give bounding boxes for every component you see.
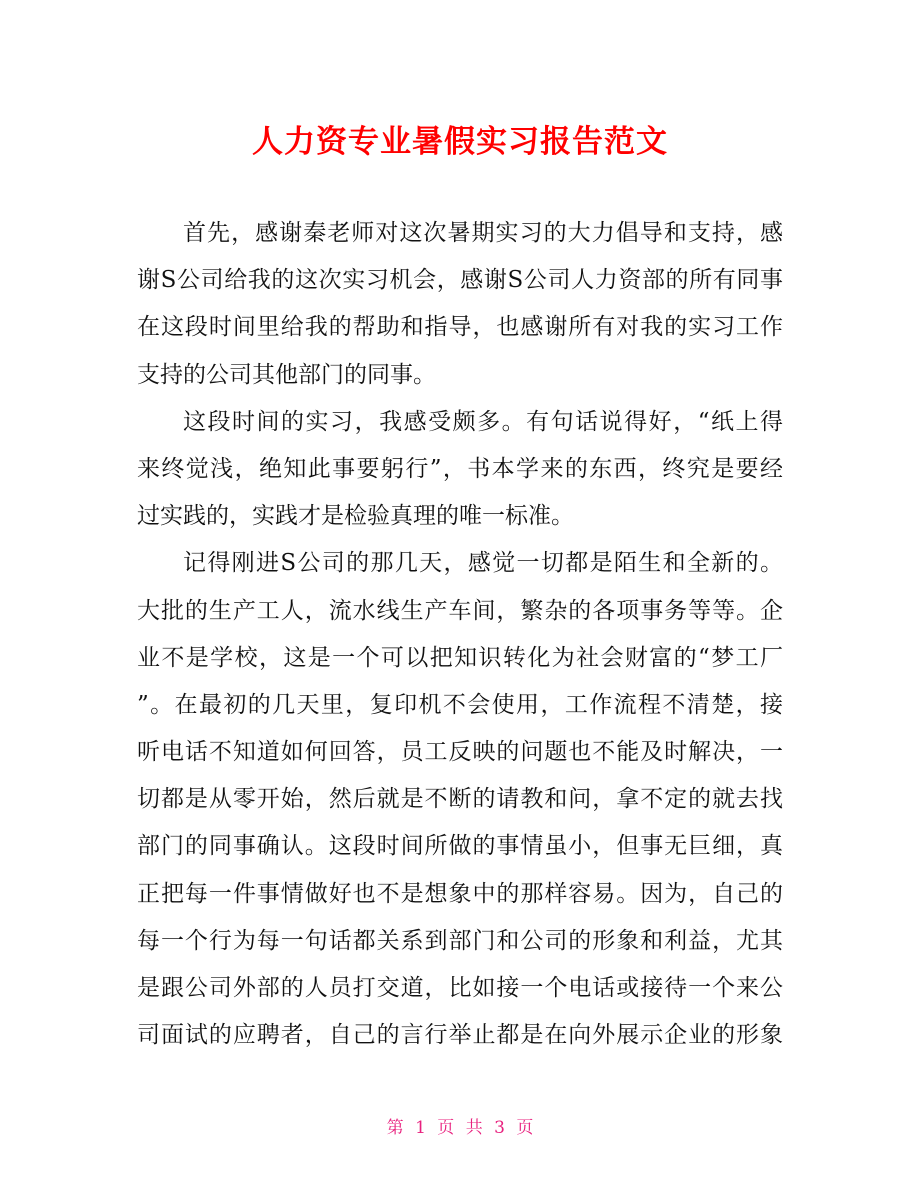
paragraph-line: 这段时间的实习，我感受颇多。有句话说得好，“纸上得 — [183, 408, 783, 435]
paragraph-line: 首先，感谢秦老师对这次暑期实习的大力倡导和支持，感 — [183, 220, 783, 246]
paragraph-line: 来终觉浅，绝知此事要躬行”，书本学来的东西，终究是要经 — [137, 455, 783, 482]
paragraph-line: 业不是学校，这是一个可以把知识转化为社会财富的“梦工厂 — [137, 644, 783, 671]
paragraph-line: 大批的生产工人，流水线生产车间，繁杂的各项事务等等。企 — [137, 597, 783, 624]
document-title: 人力资专业暑假实习报告范文 — [252, 124, 668, 160]
paragraph-line: 正把每一件事情做好也不是想象中的那样容易。因为，自己的 — [137, 880, 783, 907]
paragraph-line: 谢S公司给我的这次实习机会，感谢S公司人力资部的所有同事 — [137, 267, 783, 294]
paragraph-line: 听电话不知道如何回答，员工反映的问题也不能及时解决，一 — [137, 739, 783, 766]
paragraph-line: 司面试的应聘者，自己的言行举止都是在向外展示企业的形象 — [137, 1022, 783, 1049]
paragraph-line: 记得刚进S公司的那几天，感觉一切都是陌生和全新的。 — [183, 550, 783, 577]
paragraph-line: 部门的同事确认。这段时间所做的事情虽小，但事无巨细，真 — [137, 833, 783, 860]
page-number-footer: 第 1 页 共 3 页 — [386, 1118, 534, 1138]
paragraph-line: ”。在最初的几天里，复印机不会使用，工作流程不清楚，接 — [137, 691, 783, 718]
document-body — [137, 213, 783, 1062]
paragraph-line: 支持的公司其他部门的同事。 — [137, 361, 436, 388]
paragraph-line: 过实践的，实践才是检验真理的唯一标准。 — [137, 503, 574, 530]
paragraph-line: 切都是从零开始，然后就是不断的请教和问，拿不定的就去找 — [137, 786, 783, 813]
paragraph-line: 在这段时间里给我的帮助和指导，也感谢所有对我的实习工作 — [137, 314, 783, 341]
paragraph-line: 是跟公司外部的人员打交道，比如接一个电话或接待一个来公 — [137, 975, 783, 1001]
paragraph-line: 每一个行为每一句话都关系到部门和公司的形象和利益，尤其 — [137, 927, 783, 954]
